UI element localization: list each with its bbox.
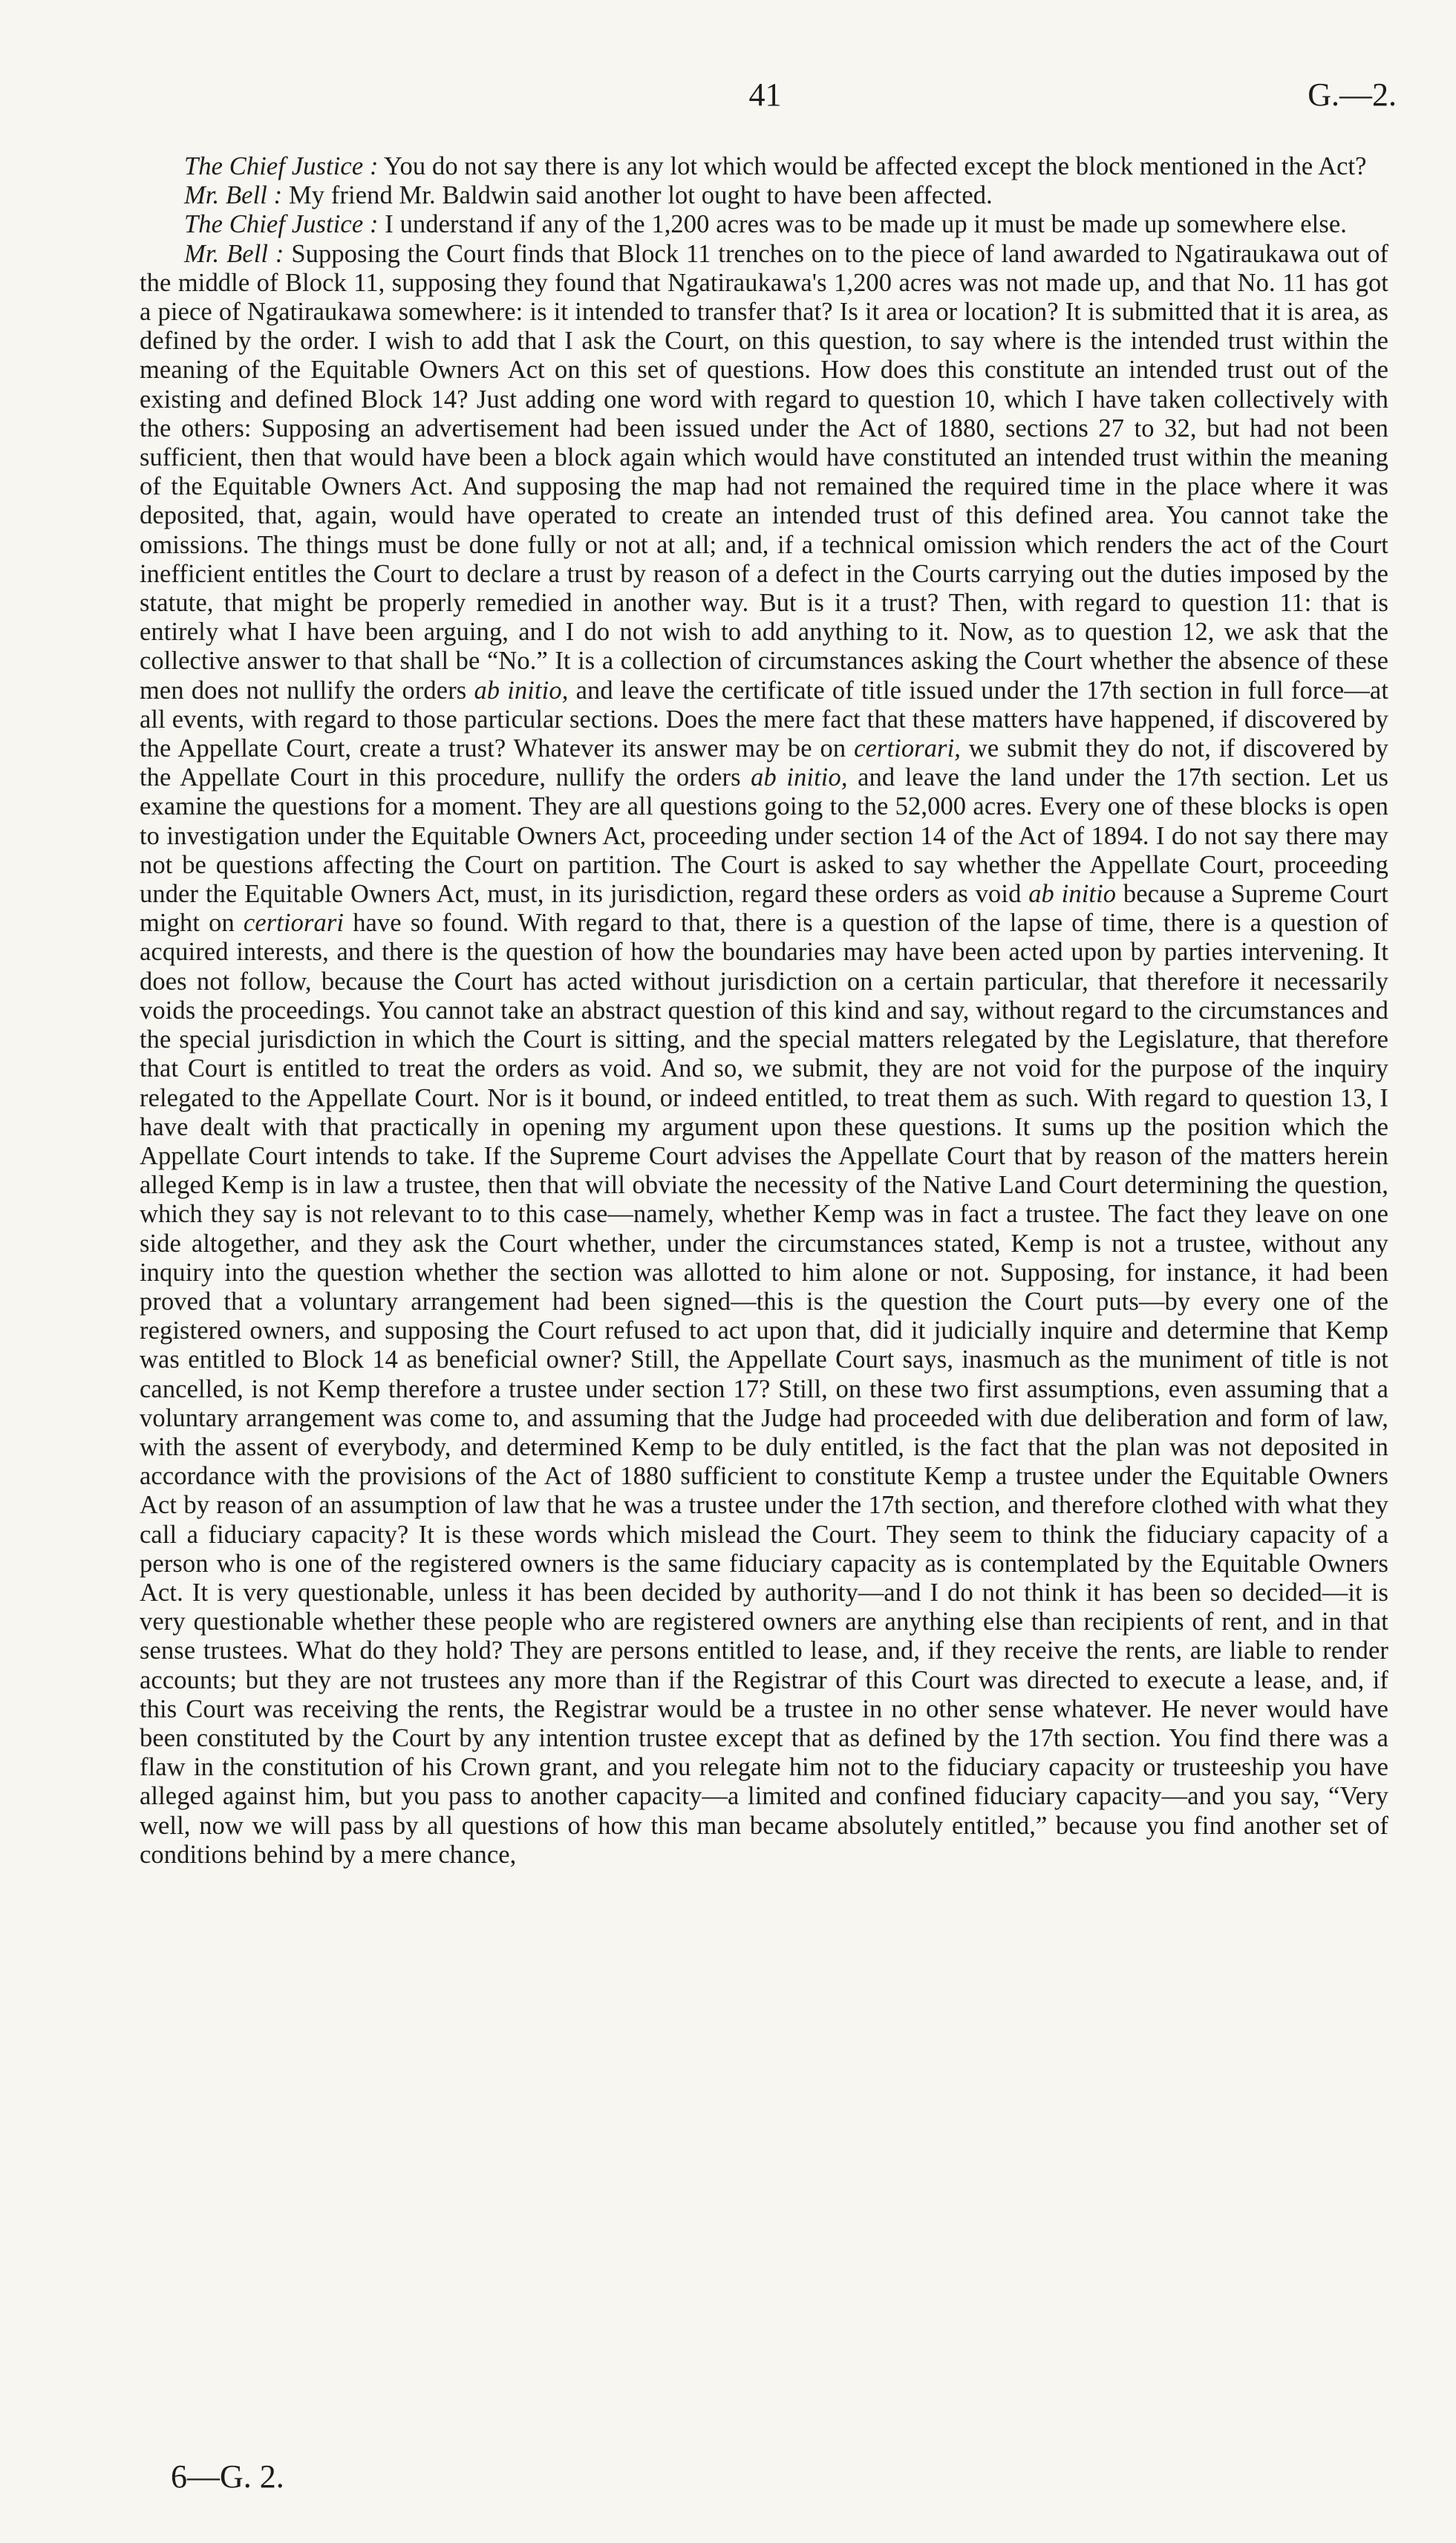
text-segment: because a Supreme Court might on (140, 880, 1388, 938)
text-segment: and leave the certificate of title issued under the 17th section in full force—at all events, with regard to those particular sections. Does the mere fact that these matters have happened, if discovered by the Appellate Court, create a trust? Whatever its answer may be on (140, 676, 1389, 763)
paragraph (140, 210, 1388, 239)
signature-mark: 6—G. 2. (171, 2458, 284, 2495)
italic-term: certiorari (243, 909, 345, 938)
speaker-name: Mr. Bell : (184, 239, 284, 268)
speaker-name: The Chief Justice : (184, 152, 379, 180)
page-number: 41 (748, 76, 782, 113)
italic-term: ab initio (1028, 880, 1117, 909)
text-segment: Supposing the Court finds that Block 11 trenches on to the piece of land awarded to Ngatiraukawa out of the middle of Block 11, supposing they found that Ngatiraukawa's 1,200 acres was not made up, and that No. 11 has got a piece of Ngatiraukawa somewhere: is it intended to transfer that? Is it area or location? It is submitted that it is area, as defined by the order. I wish to add that I ask the Court, on this question, to say where is the intended trust within the meaning of the Equitable Owners Act on this set of questions. How does this constitute an intended trust out of the existing and defined Block 14? Just adding one word with regard to question 10, which I have taken collectively with the others: Supposing an advertisement had been issued under the Act of 1880, sections 27 to 32, but had not been sufficient, then that would have been a block again which would have constituted an intended trust within the meaning of the Equitable Owners Act. And supposing the map had not remained the required time in the place where it was deposited, that, again, would have operated to create an intended trust of this defined area. You cannot take the omissions. The things must be done fully or not at all; and, if a technical omission which renders the act of the Court inefficient entitles the Court to declare a trust by reason of a defect in the Courts carrying out the duties imposed by the statute, that might be properly remedied in another way. But is it a trust? Then, with regard to question 11: that is entirely what I have been arguing, and I do not wish to add anything to it. Now, as to question 12, we ask that the collective answer to that shall be “No.” It is a collection of circumstances asking the Court whether the absence of these men does not nullify the orders (140, 239, 1389, 705)
italic-term: ab initio, (474, 676, 569, 705)
paragraph (140, 152, 1388, 181)
italic-term: certiorari, (854, 734, 961, 763)
text-segment: and leave the land under the 17th section. Let us examine the questions for a moment. They are all questions going to the 52,000 acres. Every one of these blocks is open to investigation under the Equitable Owners Act, proceeding under section 14 of the Act of 1894. I do not say there may not be questions affecting the Court on partition. The Court is asked to say whether the Appellate Court, proceeding under the Equitable Owners Act, must, in its jurisdiction, regard these orders as void (140, 763, 1389, 909)
text-segment: My friend Mr. Baldwin said another lot ought to have been affected. (282, 181, 993, 210)
italic-term: ab initio, (751, 763, 848, 792)
text-segment: we submit they do not, if discovered by the Appellate Court in this procedure, nullify the orders (140, 734, 1389, 792)
speaker-name: The Chief Justice : (184, 210, 379, 239)
body-text (140, 152, 1388, 1870)
paragraph (140, 240, 1388, 1870)
text-segment: have so found. With regard to that, there is a question of the lapse of time, there is a question of acquired interests, and there is the question of how the boundaries may have been acted upon by parties intervening. It does not follow, because the Court has acted without jurisdiction on a certain particular, that therefore it necessarily voids the proceedings. You cannot take an abstract question of this kind and say, without regard to the circumstances and the special jurisdiction in which the Court is sitting, and the special matters relegated by the Legislature, that therefore that Court is entitled to treat the orders as void. And so, we submit, they are not void for the purpose of the inquiry relegated to the Appellate Court. Nor is it bound, or indeed entitled, to treat them as such. With regard to question 13, I have dealt with that practically in opening my argument upon these questions. It sums up the position which the Appellate Court intends to take. If the Supreme Court advises the Appellate Court that by reason of the matters herein alleged Kemp is in law a trustee, then that will obviate the necessity of the Native Land Court determining the question, which they say is not relevant to to this case—namely, whether Kemp was in fact a trustee. The fact they leave on one side altogether, and they ask the Court whether, under the circumstances stated, Kemp is not a trustee, without any inquiry into the question whether the section was allotted to him alone or not. Supposing, for instance, it had been proved that a voluntary arrangement had been signed—this is the question the Court puts—by every one of the registered owners, and supposing the Court refused to act upon that, did it judicially inquire and determine that Kemp was entitled to Block 14 as beneficial owner? Still, the Appellate Court says, inasmuch as the muniment of title is not cancelled, is not Kemp therefore a trustee under section 17? Still, on these two first assumptions, even assuming that a voluntary arrangement was come to, and assuming that the Judge had proceeded with due deliberation and form of law, with the assent of everybody, and determined Kemp to be duly entitled, is the fact that the plan was not deposited in accordance with the provisions of the Act of 1880 sufficient to constitute Kemp a trustee under the Equitable Owners Act by reason of an assumption of law that he was a trustee under the 17th section, and therefore clothed with what they call a fiduciary capacity? It is these words which mislead the Court. They seem to think the fiduciary capacity of a person who is one of the registered owners is the same fiduciary capacity as is contemplated by the Equitable Owners Act. It is very questionable, unless it has been decided by authority—and I do not think it has been so decided—it is very questionable whether these people who are registered owners are anything else than recipients of rent, and in that sense trustees. What do they hold? They are persons entitled to lease, and, if they receive the rents, are liable to render accounts; but they are not trustees any more than if the Registrar of this Court was directed to execute a lease, and, if this Court was receiving the rents, the Registrar would be a trustee in no other sense whatever. He never would have been constituted by the Court by any intention trustee except that as defined by the 17th section. You find there was a flaw in the constitution of his Crown grant, and you relegate him not to the fiduciary capacity or trusteeship you have alleged against him, but you pass to another capacity—a limited and confined fiduciary capacity—and you say, “Very well, now we will pass by all questions of how this man became absolutely entitled,” because you find another set of conditions behind by a mere chance, (140, 909, 1388, 1869)
paragraph (140, 181, 1388, 210)
document-reference: G.—2. (1308, 76, 1397, 113)
page-header (134, 68, 1397, 128)
text-segment: You do not say there is any lot which would be affected except the block mentioned in the Act? (378, 152, 1367, 180)
text-segment: I understand if any of the 1,200 acres was to be made up it must be made up somewhere else. (378, 210, 1348, 239)
speaker-name: Mr. Bell : (184, 181, 283, 210)
